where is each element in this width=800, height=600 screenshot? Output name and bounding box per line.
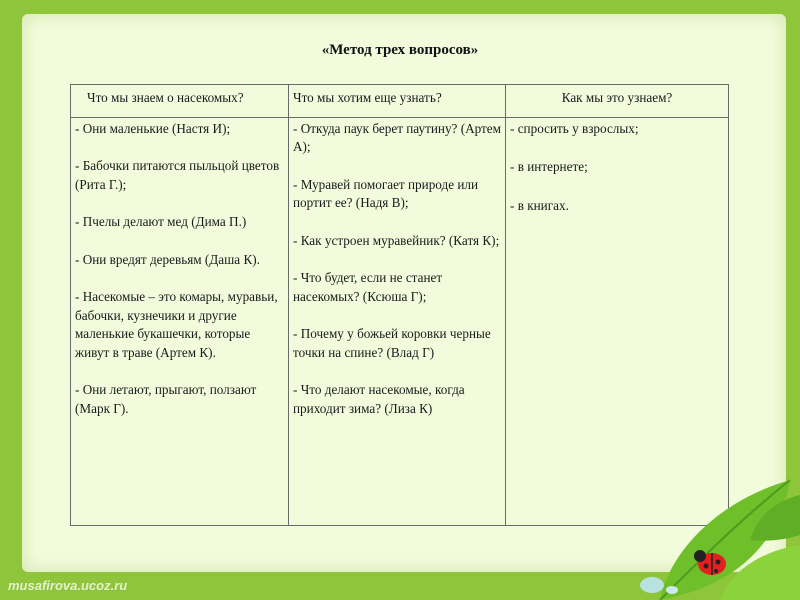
list-item: - Насекомые – это комары, муравьи, бабочки, кузнечики и другие маленькие букашечки, которые живут в траве (Артем К). [75, 289, 278, 360]
list-item: - спросить у взрослых; [510, 121, 639, 136]
list-item: - Муравей помогает природе или портит ее? (Надя В); [293, 176, 479, 211]
header-known: Что мы знаем о насекомых? [71, 85, 289, 118]
list-item: - Как устроен муравейник? (Катя К); [293, 232, 500, 248]
list-item: - Они маленькие (Настя И); [75, 121, 231, 136]
table-header-row [71, 85, 729, 118]
list-item: - Откуда паук берет паутину? (Артем А); [293, 121, 502, 155]
column-known [71, 118, 289, 526]
watermark: musafirova.ucoz.ru [8, 578, 128, 593]
list-item: - в книгах. [510, 197, 569, 213]
list-item: - в интернете; [510, 159, 588, 175]
list-item: - Что делают насекомые, когда приходит зима? (Лиза К) [293, 382, 465, 416]
page-title: «Метод трех вопросов» [321, 42, 479, 58]
list-item: - Что будет, если не станет насекомых? (Ксюша Г); [293, 270, 443, 304]
water-drop-icon [640, 577, 664, 593]
column-want-to-know [289, 118, 506, 526]
list-item: - Они вредят деревьям (Даша К). [75, 251, 260, 267]
leaves-ladybug-decoration [600, 440, 800, 600]
water-drop-icon [666, 586, 678, 594]
list-item: - Почему у божьей коровки черные точки на спине? (Влад Г) [293, 326, 491, 360]
header-how-to-learn: Как мы это узнаем? [506, 85, 729, 118]
header-want-to-know: Что мы хотим еще узнать? [289, 85, 506, 118]
list-item: - Пчелы делают мед (Дима П.) [75, 214, 247, 230]
list-item: - Они летают, прыгают, ползают (Марк Г). [75, 382, 257, 416]
list-item: - Бабочки питаются пыльцой цветов (Рита Г.); [75, 158, 280, 192]
